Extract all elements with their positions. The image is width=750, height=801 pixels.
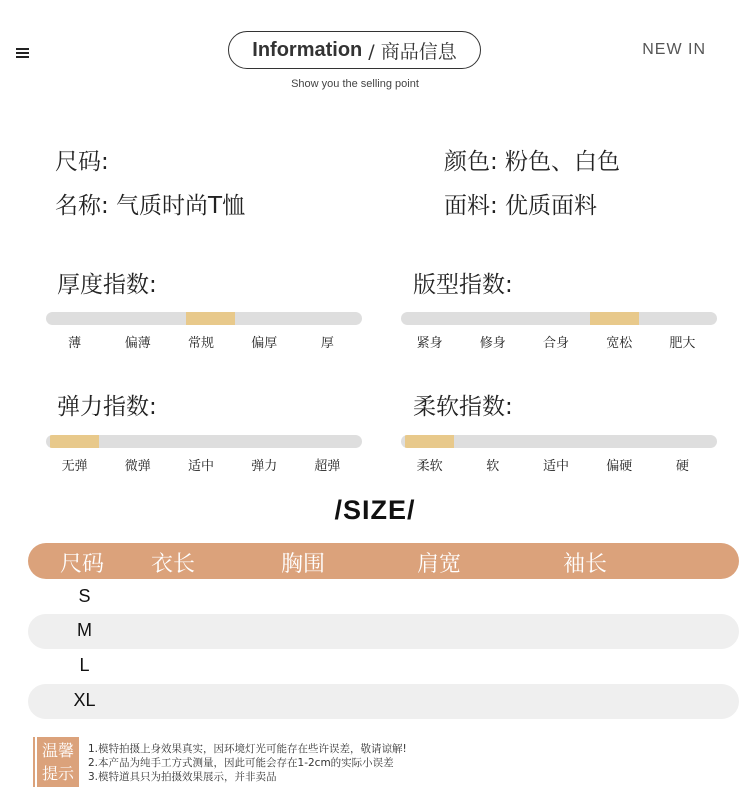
fit-index-fill: [590, 312, 639, 325]
thickness-label: 偏薄: [124, 336, 151, 351]
info-color: 颜色: 粉色、白色: [444, 149, 621, 175]
table-row: [28, 580, 739, 615]
softness-index-labels: [398, 455, 714, 474]
notice-accent-bar: [33, 737, 35, 787]
thickness-label: 薄: [68, 336, 82, 351]
notice-line: 3.模特道具只为拍摄效果展示，并非卖品: [88, 771, 277, 783]
table-row: [28, 614, 739, 649]
elasticity-label: 微弹: [124, 459, 151, 474]
softness-label: 适中: [543, 459, 570, 474]
elasticity-label: 超弹: [314, 459, 341, 474]
page-title: [228, 31, 481, 69]
notice-line: 2.本产品为纯手工方式测量，因此可能会存在1-2cm的实际小误差: [88, 757, 394, 769]
row-size-label: L: [79, 655, 90, 675]
fit-label: 合身: [543, 336, 570, 351]
fit-label: 修身: [479, 336, 506, 351]
title-english: Information: [252, 38, 363, 61]
row-size-label: M: [77, 620, 92, 640]
fit-label: 肥大: [669, 336, 696, 351]
info-fabric: 面料: 优质面料: [444, 193, 598, 219]
thickness-index-labels: [43, 332, 359, 351]
fit-index-labels: [398, 332, 714, 351]
size-heading: /SIZE/: [334, 495, 416, 525]
softness-label: 偏硬: [606, 459, 633, 474]
header-chest: 胸围: [281, 552, 326, 577]
thickness-index-bar: [46, 312, 362, 325]
elasticity-label: 弹力: [251, 459, 278, 474]
notice-badge-line1: 温馨: [41, 741, 74, 760]
elasticity-index-bar: [46, 435, 362, 448]
fit-label: 宽松: [606, 336, 633, 351]
softness-label: 柔软: [416, 459, 443, 474]
softness-index-title: 柔软指数:: [413, 394, 513, 420]
thickness-index-fill: [186, 312, 235, 325]
new-in-link[interactable]: NEW IN: [642, 41, 706, 58]
info-size: 尺码:: [55, 149, 109, 175]
info-name: 名称: 气质时尚T恤: [55, 193, 246, 219]
size-table-header: [28, 543, 739, 579]
elasticity-index-fill: [50, 435, 99, 448]
header-length: 衣长: [151, 552, 196, 577]
fit-index-bar: [401, 312, 717, 325]
thickness-label: 常规: [188, 336, 215, 351]
row-size-label: XL: [73, 690, 96, 710]
softness-label: 软: [486, 459, 500, 474]
softness-index-bar: [401, 435, 717, 448]
fit-label: 紧身: [416, 336, 443, 351]
thickness-label: 厚: [320, 336, 334, 351]
header-size: 尺码: [60, 552, 105, 577]
fit-index-title: 版型指数:: [413, 272, 513, 298]
title-chinese: / 商品信息: [368, 40, 457, 63]
header-shoulder: 肩宽: [417, 552, 462, 577]
table-row: [28, 649, 739, 684]
elasticity-index-labels: [43, 455, 359, 474]
table-row: [28, 684, 739, 719]
elasticity-label: 适中: [188, 459, 215, 474]
notice-badge: [37, 737, 79, 787]
notice-line: 1.模特拍摄上身效果真实，因环境灯光可能存在些许误差，敬请谅解!: [88, 743, 407, 755]
softness-index-fill: [405, 435, 454, 448]
page-subtitle: Show you the selling point: [291, 78, 419, 90]
notice-text: [88, 742, 407, 784]
row-size-label: S: [78, 586, 91, 606]
elasticity-index-title: 弹力指数:: [57, 394, 157, 420]
softness-label: 硬: [675, 459, 689, 474]
menu-icon[interactable]: [16, 48, 29, 58]
notice-badge-line2: 提示: [41, 764, 74, 783]
header-sleeve: 袖长: [563, 552, 608, 577]
thickness-index-title: 厚度指数:: [57, 272, 157, 298]
elasticity-label: 无弹: [61, 459, 88, 474]
thickness-label: 偏厚: [251, 336, 278, 351]
